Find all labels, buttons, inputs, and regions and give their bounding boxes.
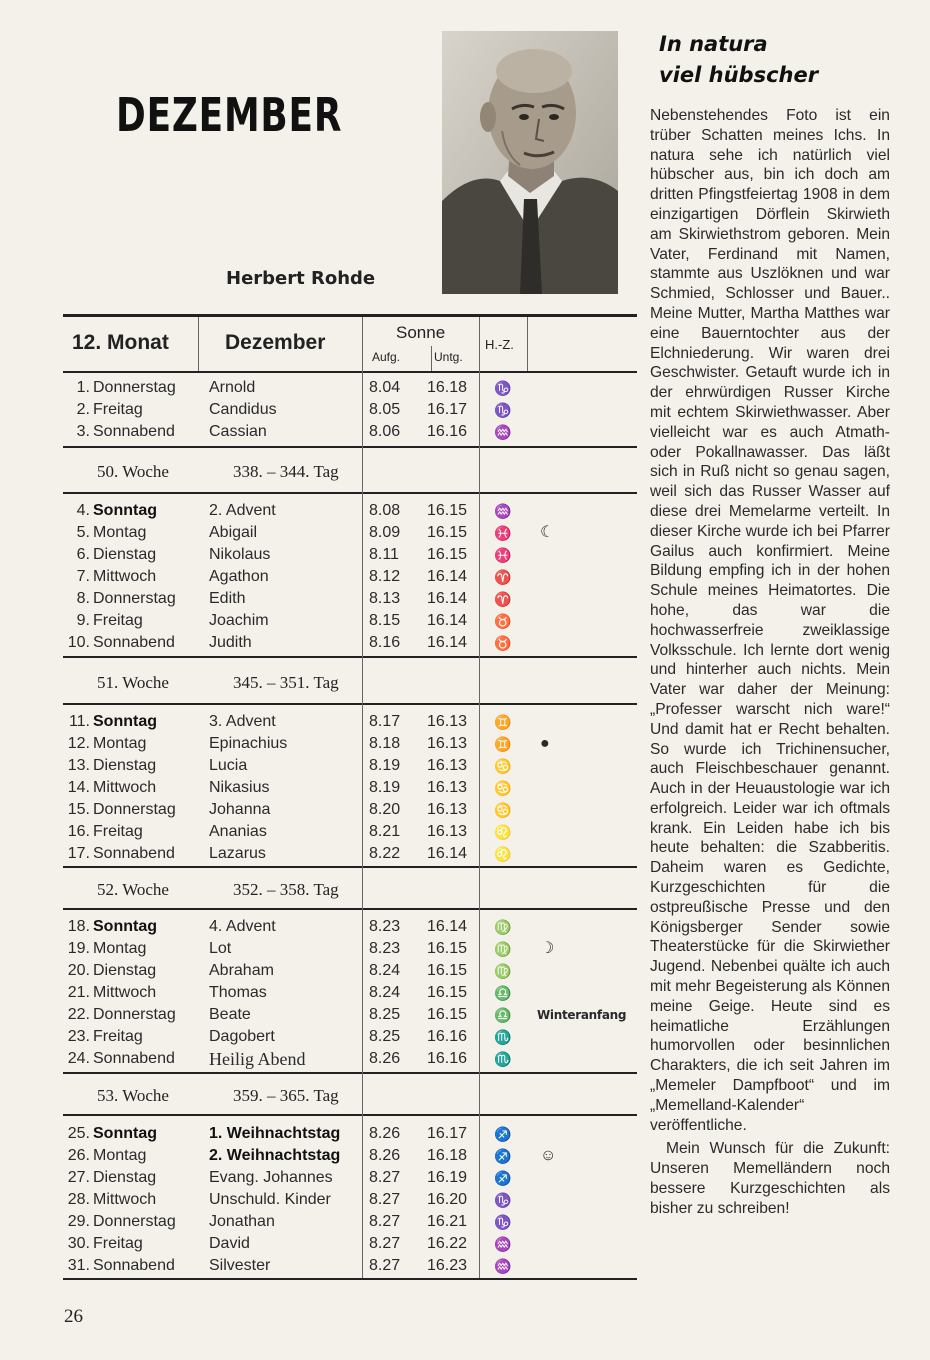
name-day: Edith [209, 590, 246, 607]
sunrise-time: 8.13 [369, 590, 401, 607]
zodiac-sign: ♋ [494, 758, 512, 774]
name-day: Lucia [209, 757, 248, 774]
sunrise-time: 8.27 [369, 1213, 401, 1230]
zodiac-sign: ♍ [494, 941, 512, 957]
week-rule [63, 492, 637, 494]
name-day: Silvester [209, 1257, 271, 1274]
week-number: 52. Woche [97, 880, 169, 899]
zodiac-sign: ♈ [494, 569, 512, 585]
sunset-time: 16.15 [427, 524, 468, 541]
weekday: Sonntag [93, 918, 157, 935]
day-row [63, 960, 637, 982]
sunrise-time: 8.25 [369, 1028, 401, 1045]
weekday: Montag [93, 940, 147, 957]
day-number: 31. [67, 1257, 90, 1274]
sunset-time: 16.13 [427, 735, 468, 752]
day-number: 16. [67, 823, 90, 840]
zodiac-sign: ♑ [494, 402, 512, 418]
header-month-name: Dezember [225, 331, 326, 354]
sunrise-time: 8.19 [369, 779, 401, 796]
week-rule [63, 656, 637, 658]
day-number: 23. [67, 1028, 90, 1045]
column-divider [198, 317, 199, 371]
zodiac-sign: ♐ [494, 1148, 512, 1164]
name-day: Lot [209, 940, 232, 957]
name-day: Unschuld. Kinder [209, 1191, 331, 1208]
sunrise-time: 8.20 [369, 801, 401, 818]
day-number: 3. [76, 423, 90, 440]
day-row [63, 522, 637, 544]
name-day: Beate [209, 1006, 251, 1023]
day-row [63, 1233, 637, 1255]
day-number: 24. [67, 1050, 90, 1067]
sunrise-time: 8.21 [369, 823, 401, 840]
sunset-time: 16.15 [427, 546, 468, 563]
name-day: Nikasius [209, 779, 270, 796]
week-number: 50. Woche [97, 462, 169, 481]
week-day-range: 338. – 344. Tag [233, 462, 339, 481]
sunrise-time: 8.26 [369, 1050, 401, 1067]
sunset-time: 16.15 [427, 962, 468, 979]
page-number: 26 [64, 1306, 83, 1327]
header-sunset: Untg. [434, 350, 463, 364]
day-number: 8. [76, 590, 90, 607]
author-portrait-photo [442, 31, 618, 294]
sunrise-time: 8.15 [369, 612, 401, 629]
day-row [63, 711, 637, 733]
sunrise-time: 8.27 [369, 1191, 401, 1208]
zodiac-sign: ♈ [494, 591, 512, 607]
sunset-time: 16.13 [427, 713, 468, 730]
weekday: Donnerstag [93, 1006, 176, 1023]
day-row [63, 399, 637, 421]
day-number: 18. [67, 918, 90, 935]
week-rule [63, 1072, 637, 1074]
column-divider [527, 317, 528, 371]
sunrise-time: 8.17 [369, 713, 401, 730]
name-day: Agathon [209, 568, 269, 585]
sunset-time: 16.14 [427, 634, 468, 651]
day-row [63, 755, 637, 777]
day-number: 4. [76, 502, 90, 519]
sunset-time: 16.16 [427, 1050, 468, 1067]
sunset-time: 16.20 [427, 1191, 468, 1208]
week-day-range: 352. – 358. Tag [233, 880, 339, 899]
name-day: Evang. Johannes [209, 1169, 333, 1186]
table-top-rule [63, 314, 637, 317]
day-number: 15. [67, 801, 90, 818]
week-row [63, 461, 637, 483]
day-row [63, 1004, 637, 1026]
sunset-time: 16.16 [427, 423, 468, 440]
weekday: Sonntag [93, 713, 157, 730]
zodiac-sign: ♓ [494, 525, 512, 541]
zodiac-sign: ♑ [494, 380, 512, 396]
sunrise-time: 8.16 [369, 634, 401, 651]
zodiac-sign: ♓ [494, 547, 512, 563]
weekday: Mittwoch [93, 779, 157, 796]
day-number: 14. [67, 779, 90, 796]
weekday: Dienstag [93, 1169, 157, 1186]
day-row [63, 982, 637, 1004]
sunrise-time: 8.27 [369, 1257, 401, 1274]
day-number: 28. [67, 1191, 90, 1208]
sunset-time: 16.14 [427, 612, 468, 629]
day-row [63, 843, 637, 865]
name-day: Dagobert [209, 1028, 275, 1045]
zodiac-sign: ♏ [494, 1051, 512, 1067]
weekday: Sonnabend [93, 1257, 175, 1274]
sunset-time: 16.14 [427, 568, 468, 585]
column-divider [431, 346, 432, 371]
zodiac-sign: ♍ [494, 963, 512, 979]
name-day: Abraham [209, 962, 274, 979]
weekday: Sonnabend [93, 845, 175, 862]
day-row [63, 377, 637, 399]
sunrise-time: 8.24 [369, 962, 401, 979]
moon-phase-icon: ☺ [540, 1147, 557, 1164]
sunset-time: 16.15 [427, 502, 468, 519]
weekday: Montag [93, 735, 147, 752]
sunset-time: 16.15 [427, 940, 468, 957]
weekday: Freitag [93, 823, 143, 840]
day-number: 13. [67, 757, 90, 774]
weekday: Dienstag [93, 757, 157, 774]
day-row [63, 733, 637, 755]
weekday: Sonntag [93, 502, 157, 519]
weekday: Donnerstag [93, 590, 176, 607]
weekday: Donnerstag [93, 801, 176, 818]
name-day: Johanna [209, 801, 271, 818]
name-day: Candidus [209, 401, 277, 418]
name-day: Nikolaus [209, 546, 271, 563]
weekday: Mittwoch [93, 984, 157, 1001]
day-number: 17. [67, 845, 90, 862]
sunrise-time: 8.25 [369, 1006, 401, 1023]
sunrise-time: 8.26 [369, 1125, 401, 1142]
zodiac-sign: ♒ [494, 503, 512, 519]
name-day: Lazarus [209, 845, 266, 862]
sunset-time: 16.18 [427, 379, 468, 396]
day-number: 10. [67, 634, 90, 651]
weekday: Dienstag [93, 546, 157, 563]
article-paragraph: Mein Wunsch für die Zukunft: Unseren Memelländern noch bessere Kurzgeschichten als bisher zu schreiben! [650, 1140, 890, 1217]
day-row [63, 938, 637, 960]
day-number: 5. [76, 524, 90, 541]
day-row [63, 544, 637, 566]
name-day: Abigail [209, 524, 258, 541]
sunset-time: 16.14 [427, 590, 468, 607]
sunrise-time: 8.05 [369, 401, 401, 418]
day-row [63, 1189, 637, 1211]
weekday: Sonnabend [93, 423, 175, 440]
name-day: 2. Weihnachtstag [209, 1147, 341, 1164]
day-number: 29. [67, 1213, 90, 1230]
month-title: DEZEMBER [116, 88, 343, 142]
name-day: Joachim [209, 612, 269, 629]
sunrise-time: 8.27 [369, 1235, 401, 1252]
week-day-range: 345. – 351. Tag [233, 673, 339, 692]
table-bottom-rule [63, 1278, 637, 1280]
sunrise-time: 8.06 [369, 423, 401, 440]
portrait-illustration [442, 31, 618, 294]
day-row [63, 777, 637, 799]
day-number: 1. [76, 379, 90, 396]
name-day: Ananias [209, 823, 267, 840]
day-row [63, 916, 637, 938]
day-row [63, 1255, 637, 1277]
day-row [63, 1167, 637, 1189]
week-rule [63, 703, 637, 705]
sunset-time: 16.14 [427, 845, 468, 862]
weekday: Donnerstag [93, 1213, 176, 1230]
weekday: Montag [93, 1147, 147, 1164]
day-number: 21. [67, 984, 90, 1001]
zodiac-sign: ♐ [494, 1126, 512, 1142]
day-row [63, 610, 637, 632]
weekday: Freitag [93, 1028, 143, 1045]
sunrise-time: 8.23 [369, 940, 401, 957]
sunset-time: 16.16 [427, 1028, 468, 1045]
day-number: 22. [67, 1006, 90, 1023]
sunset-time: 16.23 [427, 1257, 468, 1274]
sunrise-time: 8.22 [369, 845, 401, 862]
day-number: 19. [67, 940, 90, 957]
week-rule [63, 446, 637, 448]
sunset-time: 16.15 [427, 984, 468, 1001]
day-row [63, 588, 637, 610]
zodiac-sign: ♉ [494, 613, 512, 629]
name-day: Epinachius [209, 735, 288, 752]
day-row [63, 821, 637, 843]
weekday: Mittwoch [93, 568, 157, 585]
sunset-time: 16.13 [427, 823, 468, 840]
sunset-time: 16.14 [427, 918, 468, 935]
sunset-time: 16.13 [427, 779, 468, 796]
weekday: Montag [93, 524, 147, 541]
sunset-time: 16.18 [427, 1147, 468, 1164]
zodiac-sign: ♒ [494, 424, 512, 440]
author-name: Herbert Rohde [226, 268, 376, 289]
sunset-time: 16.13 [427, 757, 468, 774]
zodiac-sign: ♉ [494, 635, 512, 651]
zodiac-sign: ♒ [494, 1258, 512, 1274]
sunset-time: 16.21 [427, 1213, 468, 1230]
sidebar-title [659, 29, 899, 91]
article-paragraph: Nebenstehendes Foto ist ein trüber Schatten meines Ichs. In natura sehe ich natürlich viel hübscher aus, bin ich doch am dritten Pfingstfeiertag 1908 in dem einzigartigen Dörflein Skirwieth am Skirwiethstrom geboren. Mein Vater, Ferdinand mit Namen, stammte aus Uszlöknen und war Schmied, Schlosser und Bauer.. Meine Mutter, Martha Matthes war eine Bauerntochter aus der Elchniederung. Wir waren drei Geschwister. Getauft wurde ich in der ehrwürdigen Russer Kirche mit echtem Skirwiethwasser. Aber vielleicht war es auch Atmath- oder Pokallnawasser. Das läßt sich in Ruß nicht so genau sagen, weil sich das Russer Wasser auf diese drei Memelarme verteilt. In dieser Kirche wurde ich bei Pfarrer Gailus auch konfirmiert. Meine Bildung empfing ich in der hohen Schule meines Heimatortes. Die hohe, das war die hochwasserfreie zweiklassige Volksschule. Ich lernte dort wenig und hinterher auch nichts. Mein Vater war daher der Meinung: „Professer warscht nich ware!“ Und damit hat er Recht behalten. So wurde ich Trichinensucher, auch Fleischbeschauer genannt. Auch in der Heuaustologie war ich erfolgreich. Leider war ich oftmals krank. Ein Leiden habe ich bis heute behalten: die Szabberitis. Daheim waren es Gedichte, Kurzgeschichten für die ostpreußische Presse und den Königsberger Sender sowie Theaterstücke für die Skirwiether Jugend. Nebenbei quälte ich auch mit mehr Begeisterung als Können meine Geige. Heute sind es heimatliche Erzählungen humorvollen oder besinnlichen Charakters, die ich seit Jahren im „Memeler Dampfboot“ und im „Memelland-Kalender“ veröffentliche. [650, 107, 890, 1134]
day-number: 30. [67, 1235, 90, 1252]
week-row [63, 879, 637, 901]
season-note: Winteranfang [537, 1008, 627, 1022]
sunset-time: 16.22 [427, 1235, 468, 1252]
day-number: 11. [68, 713, 90, 730]
sunrise-time: 8.08 [369, 502, 401, 519]
week-row [63, 1085, 637, 1107]
name-day: 4. Advent [209, 918, 276, 935]
name-day: Jonathan [209, 1213, 275, 1230]
day-number: 6. [76, 546, 90, 563]
sunrise-time: 8.04 [369, 379, 401, 396]
sunrise-time: 8.26 [369, 1147, 401, 1164]
day-number: 9. [76, 612, 90, 629]
zodiac-sign: ♊ [494, 736, 512, 752]
zodiac-sign: ♎ [494, 1007, 512, 1023]
day-row [63, 632, 637, 654]
name-day: Thomas [209, 984, 267, 1001]
zodiac-sign: ♑ [494, 1192, 512, 1208]
zodiac-sign: ♋ [494, 780, 512, 796]
weekday: Mittwoch [93, 1191, 157, 1208]
name-day: Cassian [209, 423, 267, 440]
day-number: 12. [67, 735, 90, 752]
zodiac-sign: ♑ [494, 1214, 512, 1230]
day-number: 20. [67, 962, 90, 979]
week-rule [63, 1114, 637, 1116]
day-row [63, 1145, 637, 1167]
zodiac-sign: ♋ [494, 802, 512, 818]
name-day: Judith [209, 634, 252, 651]
weekday: Freitag [93, 612, 143, 629]
week-day-range: 359. – 365. Tag [233, 1086, 339, 1105]
zodiac-sign: ♎ [494, 985, 512, 1001]
sunset-time: 16.13 [427, 801, 468, 818]
sunset-time: 16.15 [427, 1006, 468, 1023]
sunrise-time: 8.23 [369, 918, 401, 935]
moon-phase-icon: ● [540, 735, 550, 752]
sidebar-title-line: viel hübscher [659, 63, 819, 87]
sunrise-time: 8.09 [369, 524, 401, 541]
zodiac-sign: ♏ [494, 1029, 512, 1045]
day-row [63, 566, 637, 588]
day-number: 2. [76, 401, 90, 418]
zodiac-sign: ♌ [494, 824, 512, 840]
weekday: Sonnabend [93, 634, 175, 651]
moon-phase-icon: ☽ [540, 940, 555, 957]
weekday: Freitag [93, 1235, 143, 1252]
day-row [63, 421, 637, 443]
sunset-time: 16.17 [427, 1125, 468, 1142]
zodiac-sign: ♒ [494, 1236, 512, 1252]
weekday: Sonntag [93, 1125, 157, 1142]
sunrise-time: 8.24 [369, 984, 401, 1001]
day-row [63, 1211, 637, 1233]
name-day: 1. Weihnachtstag [209, 1125, 341, 1142]
sidebar-article [650, 106, 890, 1219]
weekday: Dienstag [93, 962, 157, 979]
sunrise-time: 8.18 [369, 735, 401, 752]
name-day: David [209, 1235, 250, 1252]
weekday: Donnerstag [93, 379, 176, 396]
moon-phase-icon: ☾ [540, 524, 555, 541]
sunset-time: 16.19 [427, 1169, 468, 1186]
week-rule [63, 866, 637, 868]
day-number: 27. [67, 1169, 90, 1186]
day-row [63, 1026, 637, 1048]
week-rule [63, 908, 637, 910]
name-day: 2. Advent [209, 502, 276, 519]
weekday: Freitag [93, 401, 143, 418]
sunrise-time: 8.12 [369, 568, 401, 585]
day-number: 7. [76, 568, 90, 585]
sunrise-time: 8.19 [369, 757, 401, 774]
day-row [63, 500, 637, 522]
zodiac-sign: ♍ [494, 919, 512, 935]
header-sun: Sonne [396, 323, 446, 342]
name-day: 3. Advent [209, 713, 276, 730]
sunrise-time: 8.11 [369, 546, 399, 563]
day-number: 25. [67, 1125, 90, 1142]
week-row [63, 672, 637, 694]
weekday: Sonnabend [93, 1050, 175, 1067]
week-number: 53. Woche [97, 1086, 169, 1105]
week-number: 51. Woche [97, 673, 169, 692]
header-month-number: 12. Monat [72, 331, 169, 354]
sunset-time: 16.17 [427, 401, 468, 418]
header-sunrise: Aufg. [372, 350, 401, 364]
sidebar-title-line: In natura [659, 32, 768, 56]
name-day: Arnold [209, 379, 256, 396]
zodiac-sign: ♌ [494, 846, 512, 862]
zodiac-sign: ♊ [494, 714, 512, 730]
name-day: Heilig Abend [209, 1049, 306, 1069]
day-row [63, 1048, 637, 1070]
header-bottom-rule [63, 371, 637, 373]
sunrise-time: 8.27 [369, 1169, 401, 1186]
header-hz: H.-Z. [485, 337, 514, 352]
zodiac-sign: ♐ [494, 1170, 512, 1186]
day-row [63, 1123, 637, 1145]
day-row [63, 799, 637, 821]
day-number: 26. [67, 1147, 90, 1164]
